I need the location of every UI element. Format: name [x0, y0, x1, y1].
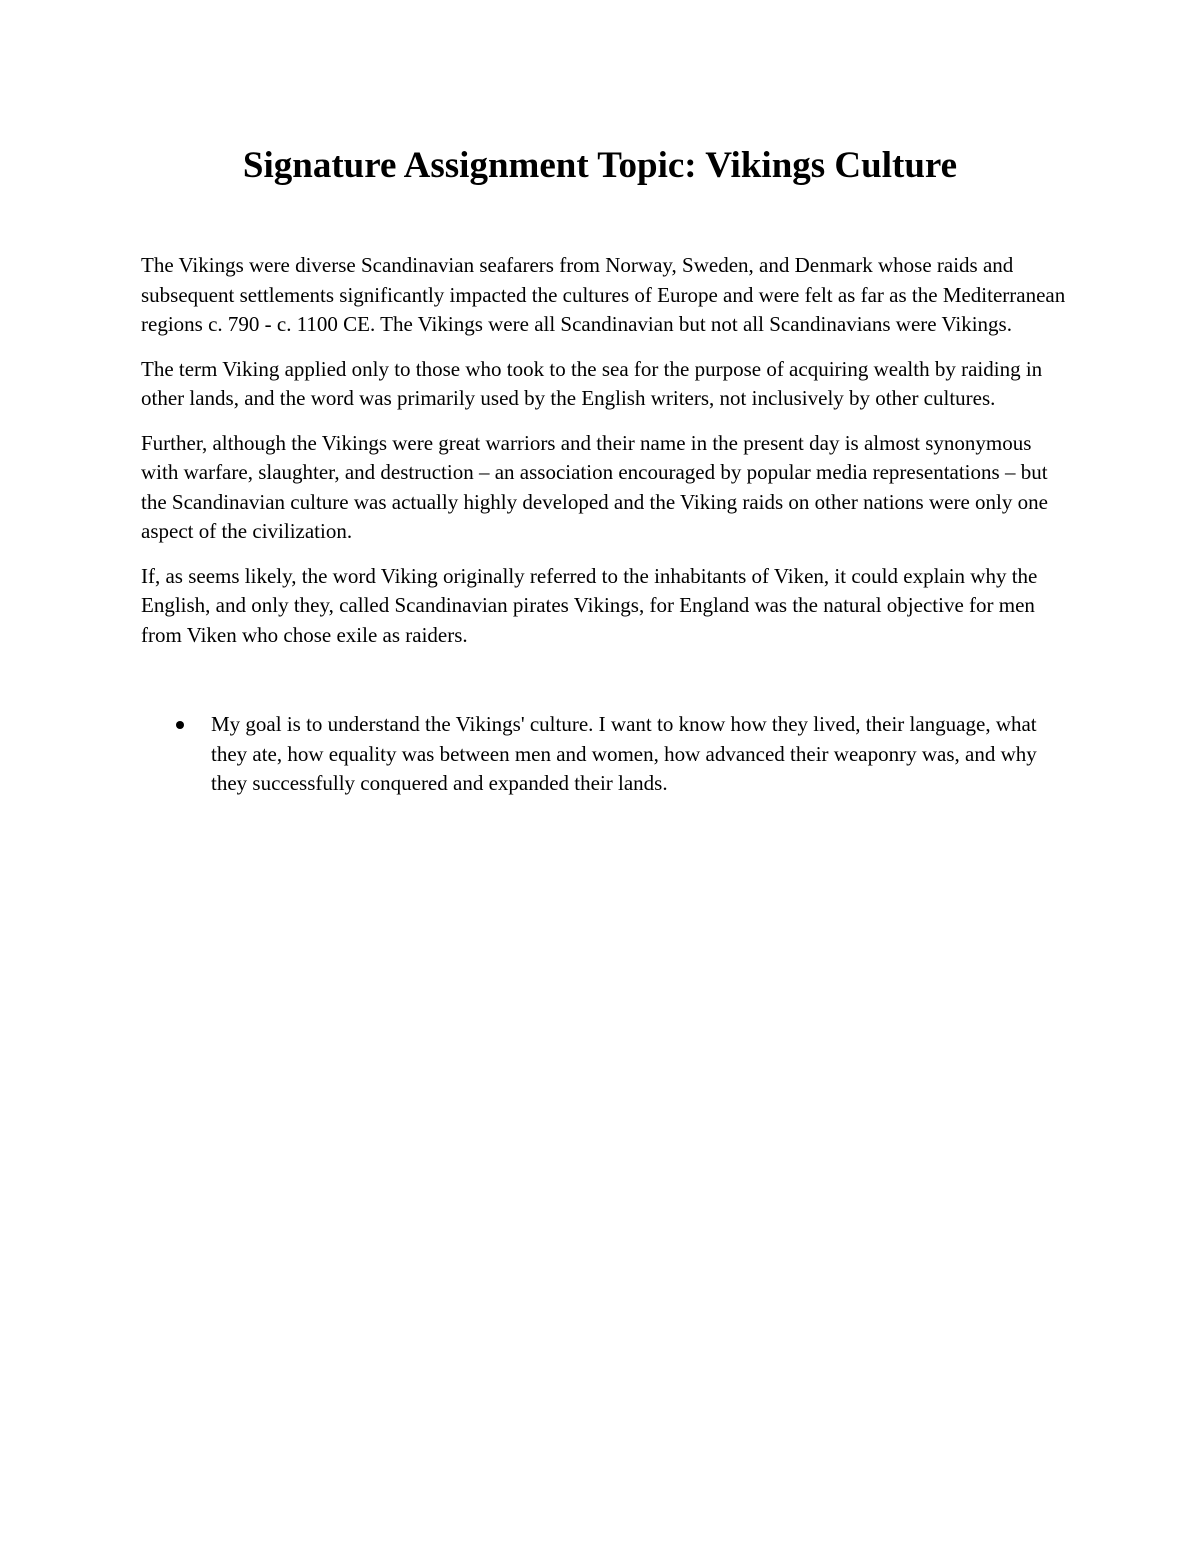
document-title: Signature Assignment Topic: Vikings Culture: [242, 145, 958, 186]
paragraph-viken: If, as seems likely, the word Viking originally referred to the inhabitants of Viken, it could explain why the English, and only they, called Scandinavian pirates Vikings, for England was the natural objective for men from Viken who chose exile as raiders.: [141, 563, 1038, 647]
paragraph-intro: The Vikings were diverse Scandinavian seafarers from Norway, Sweden, and Denmark whose raids and subsequent settlements significantly impacted the cultures of Europe and were felt as far as the Mediterranean regions c. 790 - c. 1100 CE. The Vikings were all Scandinavian but not all Scandinavians were Vikings.: [141, 253, 1066, 336]
document-body: [141, 251, 1071, 799]
bullet-icon: [176, 721, 184, 729]
list-item: [141, 710, 1071, 799]
paragraph-warriors: Further, although the Vikings were great warriors and their name in the present day is almost synonymous with warfare, slaughter, and destruction – an association encouraged by popular media representations – but the Scandinavian culture was actually highly developed and the Viking raids on other nations were only one aspect of the civilization.: [141, 430, 1048, 543]
bullet-text: My goal is to understand the Vikings' culture. I want to know how they lived, their language, what they ate, how equality was between men and women, how advanced their weaponry was, and why they successfully conquered and expanded their lands.: [211, 712, 1037, 795]
goal-bullet-list: [141, 710, 1071, 799]
paragraph-term-viking: The term Viking applied only to those who took to the sea for the purpose of acquiring wealth by raiding in other lands, and the word was primarily used by the English writers, not inclusively by other cultures.: [141, 356, 1043, 410]
